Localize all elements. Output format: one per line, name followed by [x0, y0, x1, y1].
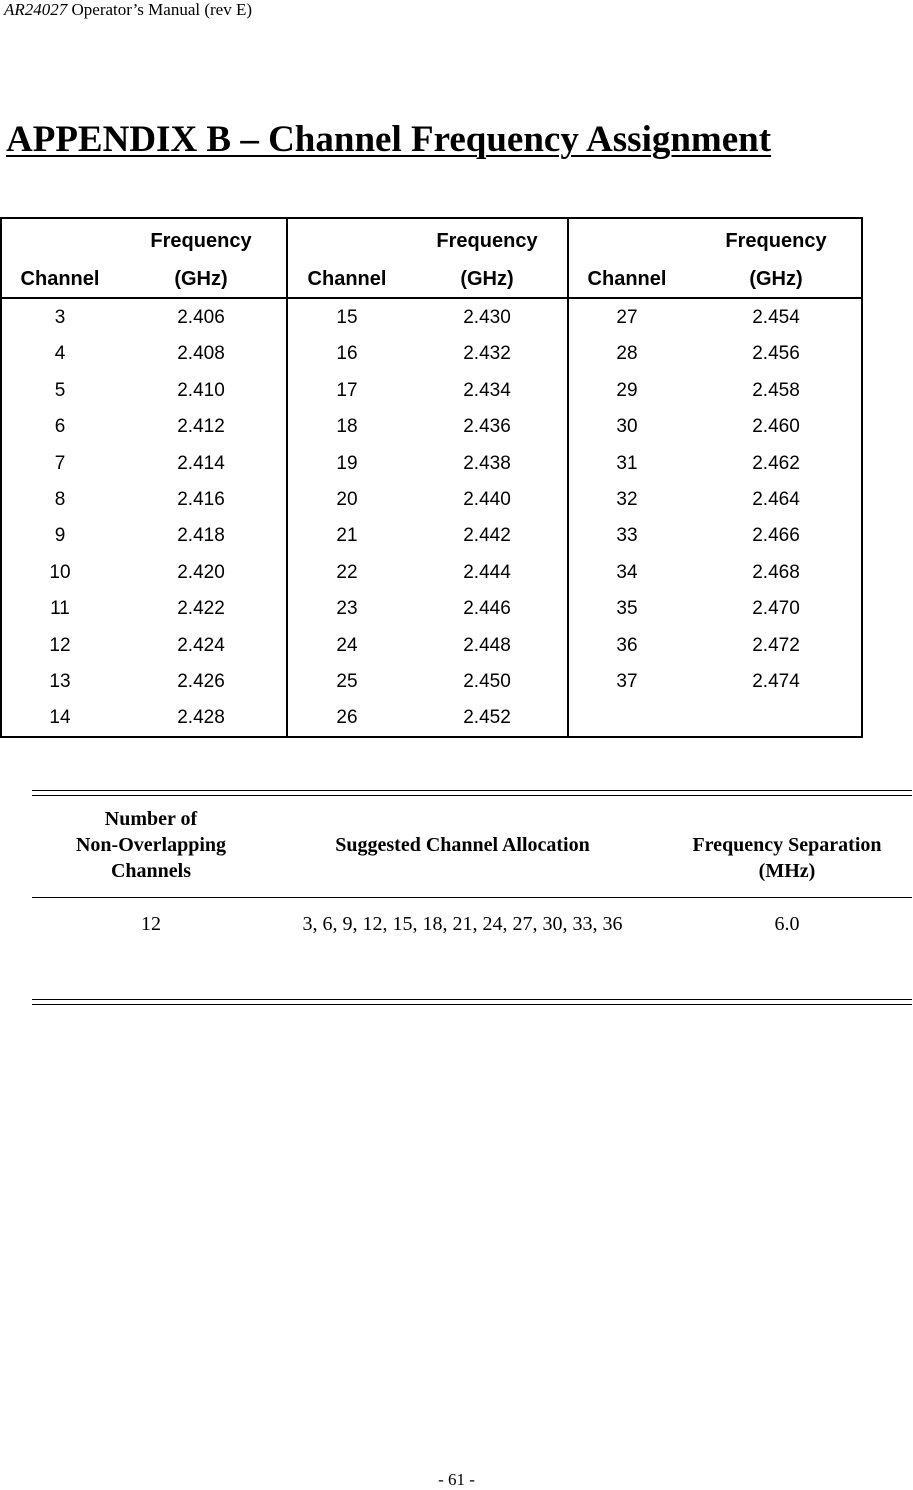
channel-number-cell: 28: [616, 343, 638, 365]
header-unit: (GHz): [174, 268, 228, 290]
frequency-cell: 2.452: [463, 707, 511, 729]
channel-number-cell: 29: [616, 379, 638, 401]
channel-number-cell: 3: [54, 307, 66, 328]
frequency-cell: 2.416: [177, 489, 225, 510]
frequency-cell: 2.408: [177, 343, 225, 365]
channel-number-cell: 31: [616, 452, 638, 474]
channel-number-cell: 9: [54, 525, 66, 547]
header-line: Non-Overlapping: [75, 834, 227, 856]
frequency-cell: 2.456: [752, 343, 800, 365]
frequency-cell: 2.470: [752, 598, 800, 620]
header-line: Frequency Separation: [692, 834, 882, 856]
header-rule: [32, 897, 912, 898]
frequency-cell: 2.436: [463, 416, 511, 438]
frequency-cell: 2.448: [463, 634, 511, 656]
channel-number-cell: 13: [49, 671, 71, 692]
frequency-cell: 2.468: [752, 561, 800, 583]
frequency-cell: 2.418: [177, 525, 225, 547]
header-unit: (GHz): [749, 268, 803, 290]
header-line: (MHz): [758, 860, 816, 882]
document-name: Operator’s Manual (rev E): [67, 0, 253, 19]
channel-number-cell: 19: [336, 452, 358, 474]
header-line: Suggested Channel Allocation: [335, 834, 590, 856]
header-unit: (GHz): [460, 268, 514, 290]
channel-group-2: [286, 219, 569, 736]
document-id: AR24027: [4, 0, 68, 19]
frequency-cell: 2.474: [752, 671, 800, 692]
frequency-cell: 2.434: [463, 379, 511, 401]
channel-number-cell: 27: [616, 307, 638, 328]
channel-number-cell: 22: [336, 561, 358, 583]
frequency-cell: 2.410: [177, 379, 225, 401]
header-frequency: Frequency: [436, 230, 538, 252]
channel-number-cell: 32: [616, 489, 638, 510]
frequency-cell: 2.406: [177, 307, 225, 328]
channel-number-cell: 18: [336, 416, 358, 438]
frequency-cell: 2.454: [752, 307, 800, 328]
frequency-cell: 2.430: [463, 307, 511, 328]
page-number: - 61 -: [438, 1470, 475, 1489]
header-non-overlapping-channels: [32, 806, 270, 884]
channel-number-cell: 15: [336, 307, 358, 328]
channel-number-cell: 21: [336, 525, 358, 547]
channel-number-cell: 25: [336, 671, 358, 692]
frequency-cell: 2.428: [177, 707, 225, 729]
frequency-cell: 2.472: [752, 634, 800, 656]
channel-number-cell: 26: [336, 707, 358, 729]
frequency-cell: 2.432: [463, 343, 511, 365]
cell-channel-allocation: 3, 6, 9, 12, 15, 18, 21, 24, 27, 30, 33, 36: [302, 913, 623, 935]
frequency-cell: 2.424: [177, 634, 225, 656]
frequency-cell: 2.464: [752, 489, 800, 510]
frequency-cell: 2.450: [463, 671, 511, 692]
channel-group-3: [567, 219, 863, 736]
frequency-cell: 2.446: [463, 598, 511, 620]
frequency-cell: 2.444: [463, 561, 511, 583]
channel-number-cell: 11: [50, 598, 70, 620]
table-top-rule: [32, 790, 912, 796]
frequency-cell: 2.420: [177, 561, 225, 583]
channel-number-cell: 33: [616, 525, 638, 547]
header-suggested-allocation: [270, 832, 655, 858]
channel-number-cell: 12: [49, 634, 71, 656]
frequency-cell: 2.414: [177, 452, 225, 474]
channel-number-cell: 35: [616, 598, 638, 620]
channel-number-cell: 6: [54, 416, 66, 438]
channel-group-1: [2, 219, 286, 736]
channel-number-cell: 24: [336, 634, 358, 656]
running-header: [4, 0, 252, 20]
table-bottom-rule: [32, 999, 912, 1005]
header-frequency-separation: [662, 832, 912, 884]
channel-number-cell: 30: [616, 416, 638, 438]
channel-number-cell: 20: [336, 489, 358, 510]
frequency-cell: 2.426: [177, 671, 225, 692]
frequency-cell: 2.466: [752, 525, 800, 547]
header-channel: Channel: [307, 268, 387, 290]
header-frequency: Frequency: [725, 230, 827, 252]
cell-frequency-separation: 6.0: [774, 913, 800, 935]
cell-channel-count: 12: [141, 913, 161, 935]
header-frequency: Frequency: [150, 230, 252, 252]
header-channel: Channel: [20, 268, 100, 290]
channel-number-cell: 4: [54, 343, 66, 365]
frequency-cell: 2.442: [463, 525, 511, 547]
channel-number-cell: 10: [49, 561, 71, 583]
channel-number-cell: 16: [336, 343, 358, 365]
frequency-cell: 2.460: [752, 416, 800, 438]
frequency-cell: 2.438: [463, 452, 511, 474]
frequency-cell: 2.412: [177, 416, 225, 438]
frequency-cell: 2.458: [752, 379, 800, 401]
channel-frequency-table: [0, 217, 863, 738]
channel-number-cell: 7: [54, 452, 66, 474]
channel-number-cell: 36: [616, 634, 638, 656]
page-title: APPENDIX B – Channel Frequency Assignment: [6, 119, 772, 160]
channel-number-cell: 37: [616, 671, 638, 692]
channel-number-cell: 14: [49, 707, 71, 729]
frequency-cell: 2.462: [752, 452, 800, 474]
channel-number-cell: 23: [336, 598, 358, 620]
header-line: Channels: [110, 860, 192, 882]
frequency-cell: 2.422: [177, 598, 225, 620]
frequency-cell: 2.440: [463, 489, 511, 510]
channel-number-cell: 8: [54, 489, 66, 510]
header-channel: Channel: [587, 268, 667, 290]
channel-number-cell: 17: [336, 379, 358, 401]
header-line: Number of: [104, 808, 198, 830]
channel-number-cell: 34: [616, 561, 638, 583]
channel-number-cell: 5: [54, 379, 66, 401]
